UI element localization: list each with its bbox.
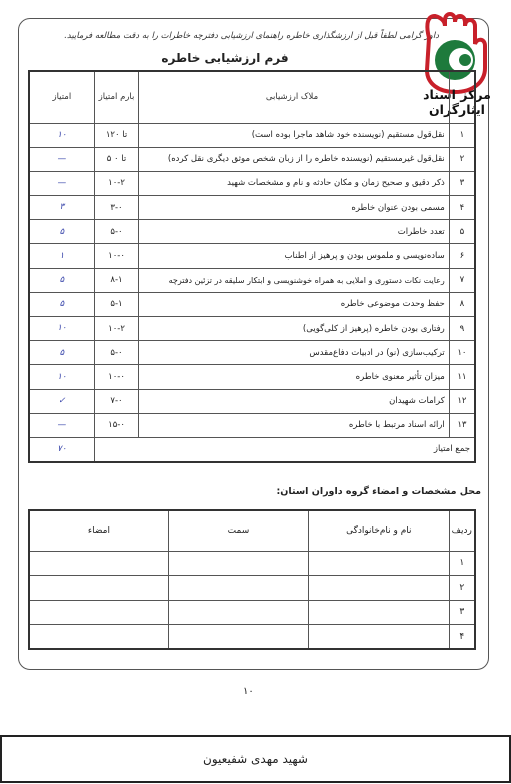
judge-name-cell	[309, 551, 449, 576]
total-row	[29, 437, 475, 461]
handwritten-score: ۱۰	[29, 365, 94, 389]
table-row	[29, 576, 475, 601]
criterion-text: حفظ وحدت موضوعی خاطره	[139, 292, 449, 316]
criterion-text: رعایت نکات دستوری و املایی به همراه خوشنویسی و ابتکار سلیقه در تزئین دفترچه	[139, 268, 449, 292]
handwritten-score: ۳	[29, 196, 94, 220]
judge-signature-cell	[29, 551, 168, 576]
score-range: ۵-۰	[94, 341, 139, 365]
criteria-table	[28, 70, 476, 463]
table-row	[29, 317, 475, 341]
criterion-text: رفتاری بودن خاطره (پرهیز از کلی‌گویی)	[139, 317, 449, 341]
table-row	[29, 600, 475, 625]
table-row	[29, 220, 475, 244]
footer-box	[0, 735, 511, 783]
judge-signature-cell	[29, 600, 168, 625]
criterion-text: ذکر دقیق و صحیح زمان و مکان حادثه و نام و مشخصات شهید	[139, 171, 449, 195]
score-range: ۱۰-۰	[94, 365, 139, 389]
handwritten-score: ۱۰	[29, 123, 94, 147]
handwritten-score: —	[29, 147, 94, 171]
row-number: ۱۲	[449, 389, 475, 413]
criterion-text: تعدد خاطرات	[139, 220, 449, 244]
row-number: ۱	[449, 123, 475, 147]
criterion-text: میزان تأثیر معنوی خاطره	[139, 365, 449, 389]
handwritten-score: —	[29, 171, 94, 195]
score-range: ۵-۱	[94, 292, 139, 316]
judge-name-cell	[309, 576, 449, 601]
judges-table	[28, 509, 476, 650]
criteria-header-num	[449, 71, 475, 123]
criterion-text: ارائه اسناد مرتبط با خاطره	[139, 413, 449, 437]
handwritten-score: ۱۰	[29, 317, 94, 341]
criterion-text: نقل‌قول غیرمستقیم (نویسنده خاطره را از زبان شخص موثق دیگری نقل کرده)	[139, 147, 449, 171]
handwritten-score: ۵	[29, 268, 94, 292]
score-range: ۱۰-۰	[94, 244, 139, 268]
table-row	[29, 244, 475, 268]
score-range: ۸-۱	[94, 268, 139, 292]
table-row	[29, 341, 475, 365]
score-range: ۵ تا ۰	[94, 147, 139, 171]
judges-header-num: ردیف	[449, 510, 475, 551]
judges-header-position: سمت	[168, 510, 308, 551]
row-number: ۱۱	[449, 365, 475, 389]
criterion-text: ترکیب‌سازی (نو) در ادبیات دفاع‌مقدس	[139, 341, 449, 365]
row-number: ۸	[449, 292, 475, 316]
table-row	[29, 171, 475, 195]
score-range: ۷-۰	[94, 389, 139, 413]
judge-signature-cell	[29, 625, 168, 650]
judge-position-cell	[168, 625, 308, 650]
handwritten-score: ۵	[29, 292, 94, 316]
members-section-title: محل مشخصات و امضاء گروه داوران استان:	[276, 486, 481, 497]
row-number: ۶	[449, 244, 475, 268]
row-number: ۱	[449, 551, 475, 576]
judges-header-name: نام و نام‌خانوادگی	[309, 510, 449, 551]
table-row	[29, 292, 475, 316]
criteria-header-range: بارم امتیاز	[94, 71, 139, 123]
criteria-header-row	[29, 71, 475, 123]
handwritten-score: ۵	[29, 220, 94, 244]
row-number: ۲	[449, 147, 475, 171]
page-number: ۱۰	[243, 686, 254, 697]
form-title: فرم ارزشیابی خاطره	[161, 51, 289, 65]
total-label: جمع امتیاز	[94, 437, 475, 461]
row-number: ۵	[449, 220, 475, 244]
table-row	[29, 147, 475, 171]
judge-position-cell	[168, 600, 308, 625]
judges-header-signature: امضاء	[29, 510, 168, 551]
table-row	[29, 389, 475, 413]
score-range: ۱۰-۲	[94, 317, 139, 341]
handwritten-score: ۱	[29, 244, 94, 268]
handwritten-score: —	[29, 413, 94, 437]
table-row	[29, 551, 475, 576]
row-number: ۷	[449, 268, 475, 292]
score-range: ۱۰-۲	[94, 171, 139, 195]
criterion-text: کرامات شهیدان	[139, 389, 449, 413]
table-row	[29, 365, 475, 389]
criterion-text: نقل‌قول مستقیم (نویسنده خود شاهد ماجرا بوده است)	[139, 123, 449, 147]
logo-text: مرکز اسناد ایثارگران	[423, 87, 491, 117]
row-number: ۲	[449, 576, 475, 601]
table-row	[29, 196, 475, 220]
criteria-header-criterion: ملاک ارزشیابی	[139, 71, 449, 123]
instructions-text: داور گرامی لطفاً قبل از ارزشگذاری خاطره راهنمای ارزشیابی دفترچه خاطرات را به دقت مطالعه فرمایید.	[64, 31, 439, 41]
row-number: ۹	[449, 317, 475, 341]
score-range: ۱۵-۰	[94, 413, 139, 437]
handwritten-score: ✓	[29, 389, 94, 413]
score-range: ۳-۰	[94, 196, 139, 220]
table-row	[29, 625, 475, 650]
handwritten-score: ۵	[29, 341, 94, 365]
row-number: ۱۳	[449, 413, 475, 437]
judge-position-cell	[168, 551, 308, 576]
handwritten-total-score: ۷۰	[29, 437, 94, 461]
judge-position-cell	[168, 576, 308, 601]
judge-name-cell	[309, 600, 449, 625]
criteria-header-score: امتیاز	[29, 71, 94, 123]
row-number: ۳	[449, 171, 475, 195]
martyr-name: شهید مهدی شفیعیون	[203, 752, 308, 766]
judge-name-cell	[309, 625, 449, 650]
table-row	[29, 123, 475, 147]
table-row	[29, 413, 475, 437]
row-number: ۳	[449, 600, 475, 625]
criterion-text: مسمی بودن عنوان خاطره	[139, 196, 449, 220]
row-number: ۴	[449, 625, 475, 650]
row-number: ۴	[449, 196, 475, 220]
row-number: ۱۰	[449, 341, 475, 365]
judge-signature-cell	[29, 576, 168, 601]
criterion-text: ساده‌نویسی و ملموس بودن و پرهیز از اطناب	[139, 244, 449, 268]
table-row	[29, 268, 475, 292]
score-range: ۱۲تا ۰	[94, 123, 139, 147]
score-range: ۵-۰	[94, 220, 139, 244]
judges-header-row	[29, 510, 475, 551]
